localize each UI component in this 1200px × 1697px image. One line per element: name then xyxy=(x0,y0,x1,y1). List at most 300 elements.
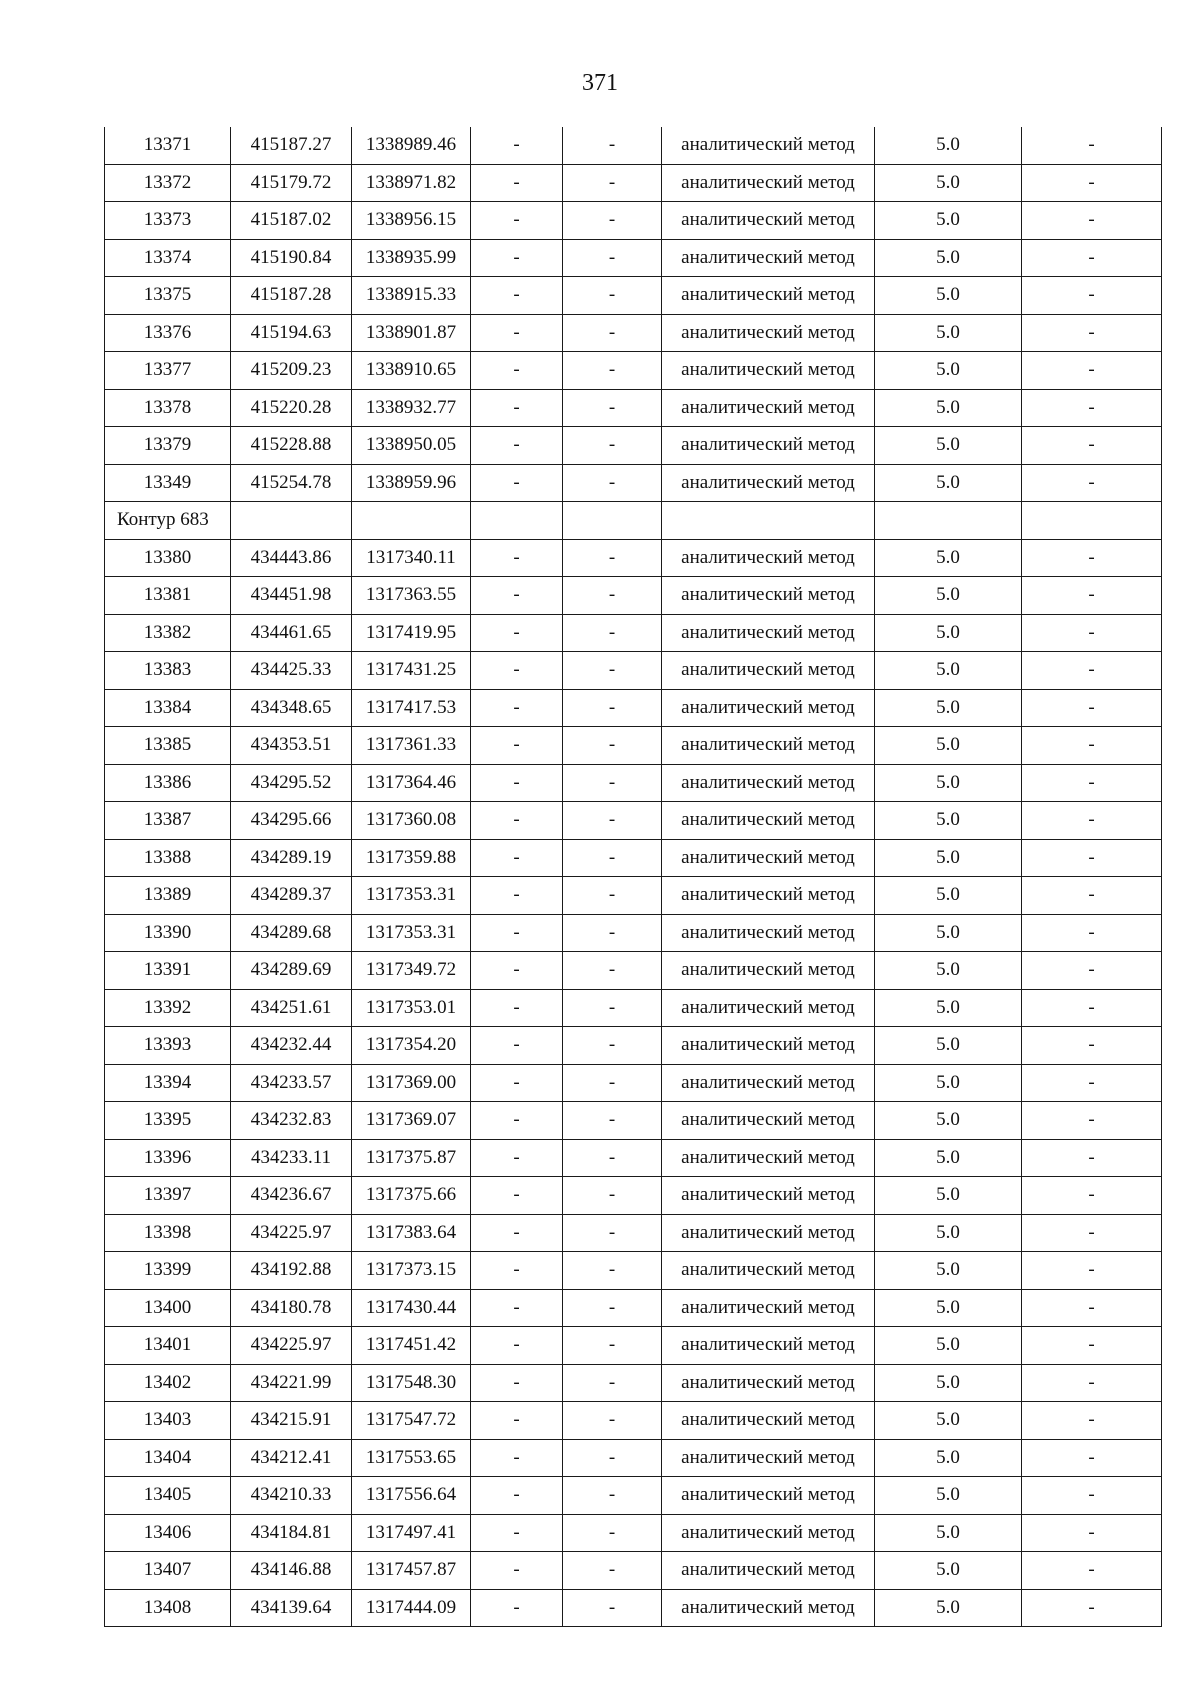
method-cell: аналитический метод xyxy=(662,952,875,990)
method-cell: аналитический метод xyxy=(662,577,875,615)
x-coordinate-cell: 415220.28 xyxy=(231,389,352,427)
method-cell: аналитический метод xyxy=(662,1514,875,1552)
empty-value-cell: - xyxy=(1022,1327,1162,1365)
contour-label-cell: Контур 683 xyxy=(105,502,231,540)
table-row xyxy=(105,1552,1162,1590)
accuracy-cell: 5.0 xyxy=(875,1514,1022,1552)
empty-value-cell: - xyxy=(563,389,662,427)
y-coordinate-cell: 1317383.64 xyxy=(352,1214,471,1252)
y-coordinate-cell: 1317431.25 xyxy=(352,652,471,690)
point-number-cell: 13406 xyxy=(105,1514,231,1552)
empty-value-cell: - xyxy=(1022,1477,1162,1515)
accuracy-cell: 5.0 xyxy=(875,989,1022,1027)
x-coordinate-cell: 434233.11 xyxy=(231,1139,352,1177)
empty-value-cell: - xyxy=(563,127,662,164)
empty-value-cell: - xyxy=(471,464,563,502)
empty-value-cell: - xyxy=(563,914,662,952)
empty-value-cell: - xyxy=(471,577,563,615)
empty-value-cell: - xyxy=(471,164,563,202)
y-coordinate-cell: 1338956.15 xyxy=(352,202,471,240)
method-cell: аналитический метод xyxy=(662,1027,875,1065)
method-cell: аналитический метод xyxy=(662,764,875,802)
empty-value-cell: - xyxy=(1022,1139,1162,1177)
empty-value-cell: - xyxy=(1022,727,1162,765)
empty-value-cell: - xyxy=(1022,1214,1162,1252)
empty-value-cell: - xyxy=(471,427,563,465)
table-row xyxy=(105,1589,1162,1627)
point-number-cell: 13385 xyxy=(105,727,231,765)
table-row xyxy=(105,277,1162,315)
table-row xyxy=(105,1364,1162,1402)
blank-cell xyxy=(662,502,875,540)
point-number-cell: 13399 xyxy=(105,1252,231,1290)
accuracy-cell: 5.0 xyxy=(875,877,1022,915)
point-number-cell: 13373 xyxy=(105,202,231,240)
empty-value-cell: - xyxy=(1022,877,1162,915)
x-coordinate-cell: 434180.78 xyxy=(231,1289,352,1327)
method-cell: аналитический метод xyxy=(662,614,875,652)
point-number-cell: 13377 xyxy=(105,352,231,390)
y-coordinate-cell: 1317556.64 xyxy=(352,1477,471,1515)
point-number-cell: 13393 xyxy=(105,1027,231,1065)
accuracy-cell: 5.0 xyxy=(875,1589,1022,1627)
empty-value-cell: - xyxy=(1022,1102,1162,1140)
accuracy-cell: 5.0 xyxy=(875,952,1022,990)
accuracy-cell: 5.0 xyxy=(875,1064,1022,1102)
table-row xyxy=(105,464,1162,502)
empty-value-cell: - xyxy=(1022,802,1162,840)
method-cell: аналитический метод xyxy=(662,1252,875,1290)
y-coordinate-cell: 1317430.44 xyxy=(352,1289,471,1327)
method-cell: аналитический метод xyxy=(662,989,875,1027)
empty-value-cell: - xyxy=(471,989,563,1027)
accuracy-cell: 5.0 xyxy=(875,614,1022,652)
accuracy-cell: 5.0 xyxy=(875,914,1022,952)
method-cell: аналитический метод xyxy=(662,1552,875,1590)
table-row xyxy=(105,802,1162,840)
table-row xyxy=(105,614,1162,652)
method-cell: аналитический метод xyxy=(662,1139,875,1177)
empty-value-cell: - xyxy=(471,914,563,952)
method-cell: аналитический метод xyxy=(662,164,875,202)
accuracy-cell: 5.0 xyxy=(875,652,1022,690)
empty-value-cell: - xyxy=(471,1364,563,1402)
point-number-cell: 13397 xyxy=(105,1177,231,1215)
y-coordinate-cell: 1338910.65 xyxy=(352,352,471,390)
empty-value-cell: - xyxy=(471,1252,563,1290)
y-coordinate-cell: 1317548.30 xyxy=(352,1364,471,1402)
empty-value-cell: - xyxy=(1022,1402,1162,1440)
accuracy-cell: 5.0 xyxy=(875,1214,1022,1252)
y-coordinate-cell: 1317417.53 xyxy=(352,689,471,727)
empty-value-cell: - xyxy=(1022,1364,1162,1402)
blank-cell xyxy=(1022,502,1162,540)
point-number-cell: 13400 xyxy=(105,1289,231,1327)
point-number-cell: 13374 xyxy=(105,239,231,277)
point-number-cell: 13395 xyxy=(105,1102,231,1140)
empty-value-cell: - xyxy=(471,277,563,315)
empty-value-cell: - xyxy=(563,202,662,240)
empty-value-cell: - xyxy=(563,1102,662,1140)
accuracy-cell: 5.0 xyxy=(875,277,1022,315)
table-row xyxy=(105,952,1162,990)
x-coordinate-cell: 434212.41 xyxy=(231,1439,352,1477)
y-coordinate-cell: 1317361.33 xyxy=(352,727,471,765)
y-coordinate-cell: 1317364.46 xyxy=(352,764,471,802)
x-coordinate-cell: 434451.98 xyxy=(231,577,352,615)
empty-value-cell: - xyxy=(563,314,662,352)
accuracy-cell: 5.0 xyxy=(875,127,1022,164)
accuracy-cell: 5.0 xyxy=(875,202,1022,240)
empty-value-cell: - xyxy=(563,1589,662,1627)
method-cell: аналитический метод xyxy=(662,802,875,840)
method-cell: аналитический метод xyxy=(662,914,875,952)
point-number-cell: 13392 xyxy=(105,989,231,1027)
empty-value-cell: - xyxy=(563,989,662,1027)
x-coordinate-cell: 434461.65 xyxy=(231,614,352,652)
empty-value-cell: - xyxy=(563,1289,662,1327)
y-coordinate-cell: 1317353.31 xyxy=(352,877,471,915)
table-row xyxy=(105,164,1162,202)
empty-value-cell: - xyxy=(563,577,662,615)
empty-value-cell: - xyxy=(471,1139,563,1177)
empty-value-cell: - xyxy=(563,1327,662,1365)
point-number-cell: 13386 xyxy=(105,764,231,802)
y-coordinate-cell: 1317340.11 xyxy=(352,539,471,577)
accuracy-cell: 5.0 xyxy=(875,839,1022,877)
y-coordinate-cell: 1317369.00 xyxy=(352,1064,471,1102)
empty-value-cell: - xyxy=(471,1477,563,1515)
method-cell: аналитический метод xyxy=(662,1064,875,1102)
table-row xyxy=(105,914,1162,952)
point-number-cell: 13349 xyxy=(105,464,231,502)
method-cell: аналитический метод xyxy=(662,877,875,915)
empty-value-cell: - xyxy=(563,539,662,577)
blank-cell xyxy=(563,502,662,540)
empty-value-cell: - xyxy=(1022,427,1162,465)
empty-value-cell: - xyxy=(563,1514,662,1552)
x-coordinate-cell: 434221.99 xyxy=(231,1364,352,1402)
empty-value-cell: - xyxy=(471,539,563,577)
point-number-cell: 13401 xyxy=(105,1327,231,1365)
empty-value-cell: - xyxy=(471,202,563,240)
method-cell: аналитический метод xyxy=(662,389,875,427)
point-number-cell: 13398 xyxy=(105,1214,231,1252)
point-number-cell: 13383 xyxy=(105,652,231,690)
accuracy-cell: 5.0 xyxy=(875,389,1022,427)
y-coordinate-cell: 1317375.66 xyxy=(352,1177,471,1215)
empty-value-cell: - xyxy=(471,1439,563,1477)
accuracy-cell: 5.0 xyxy=(875,1402,1022,1440)
accuracy-cell: 5.0 xyxy=(875,1552,1022,1590)
empty-value-cell: - xyxy=(563,1027,662,1065)
point-number-cell: 13402 xyxy=(105,1364,231,1402)
x-coordinate-cell: 415187.27 xyxy=(231,127,352,164)
table-row xyxy=(105,989,1162,1027)
coordinates-table xyxy=(104,127,1162,1627)
empty-value-cell: - xyxy=(563,1139,662,1177)
x-coordinate-cell: 434289.37 xyxy=(231,877,352,915)
table-row xyxy=(105,1064,1162,1102)
empty-value-cell: - xyxy=(1022,202,1162,240)
x-coordinate-cell: 434225.97 xyxy=(231,1327,352,1365)
y-coordinate-cell: 1317419.95 xyxy=(352,614,471,652)
y-coordinate-cell: 1317359.88 xyxy=(352,839,471,877)
empty-value-cell: - xyxy=(471,1102,563,1140)
accuracy-cell: 5.0 xyxy=(875,239,1022,277)
method-cell: аналитический метод xyxy=(662,127,875,164)
method-cell: аналитический метод xyxy=(662,1477,875,1515)
x-coordinate-cell: 434353.51 xyxy=(231,727,352,765)
empty-value-cell: - xyxy=(1022,914,1162,952)
empty-value-cell: - xyxy=(471,1514,563,1552)
empty-value-cell: - xyxy=(1022,164,1162,202)
empty-value-cell: - xyxy=(471,1064,563,1102)
empty-value-cell: - xyxy=(1022,1589,1162,1627)
x-coordinate-cell: 434289.19 xyxy=(231,839,352,877)
table-row xyxy=(105,764,1162,802)
empty-value-cell: - xyxy=(1022,614,1162,652)
empty-value-cell: - xyxy=(563,277,662,315)
accuracy-cell: 5.0 xyxy=(875,764,1022,802)
x-coordinate-cell: 434192.88 xyxy=(231,1252,352,1290)
accuracy-cell: 5.0 xyxy=(875,1102,1022,1140)
x-coordinate-cell: 415254.78 xyxy=(231,464,352,502)
empty-value-cell: - xyxy=(563,1402,662,1440)
x-coordinate-cell: 434295.52 xyxy=(231,764,352,802)
method-cell: аналитический метод xyxy=(662,689,875,727)
y-coordinate-cell: 1338932.77 xyxy=(352,389,471,427)
y-coordinate-cell: 1317353.01 xyxy=(352,989,471,1027)
point-number-cell: 13372 xyxy=(105,164,231,202)
point-number-cell: 13371 xyxy=(105,127,231,164)
y-coordinate-cell: 1338989.46 xyxy=(352,127,471,164)
empty-value-cell: - xyxy=(1022,1252,1162,1290)
y-coordinate-cell: 1338950.05 xyxy=(352,427,471,465)
empty-value-cell: - xyxy=(563,464,662,502)
empty-value-cell: - xyxy=(471,1552,563,1590)
empty-value-cell: - xyxy=(563,1177,662,1215)
x-coordinate-cell: 415194.63 xyxy=(231,314,352,352)
method-cell: аналитический метод xyxy=(662,314,875,352)
point-number-cell: 13382 xyxy=(105,614,231,652)
accuracy-cell: 5.0 xyxy=(875,727,1022,765)
empty-value-cell: - xyxy=(1022,314,1162,352)
x-coordinate-cell: 415228.88 xyxy=(231,427,352,465)
accuracy-cell: 5.0 xyxy=(875,1364,1022,1402)
method-cell: аналитический метод xyxy=(662,1102,875,1140)
empty-value-cell: - xyxy=(471,614,563,652)
empty-value-cell: - xyxy=(563,1064,662,1102)
method-cell: аналитический метод xyxy=(662,1327,875,1365)
y-coordinate-cell: 1317547.72 xyxy=(352,1402,471,1440)
empty-value-cell: - xyxy=(471,764,563,802)
method-cell: аналитический метод xyxy=(662,202,875,240)
y-coordinate-cell: 1317375.87 xyxy=(352,1139,471,1177)
empty-value-cell: - xyxy=(563,1439,662,1477)
table-row xyxy=(105,877,1162,915)
method-cell: аналитический метод xyxy=(662,652,875,690)
empty-value-cell: - xyxy=(471,652,563,690)
table-row xyxy=(105,1402,1162,1440)
x-coordinate-cell: 434425.33 xyxy=(231,652,352,690)
empty-value-cell: - xyxy=(563,352,662,390)
table-row xyxy=(105,1027,1162,1065)
method-cell: аналитический метод xyxy=(662,277,875,315)
empty-value-cell: - xyxy=(471,952,563,990)
empty-value-cell: - xyxy=(471,127,563,164)
x-coordinate-cell: 415187.28 xyxy=(231,277,352,315)
empty-value-cell: - xyxy=(1022,689,1162,727)
empty-value-cell: - xyxy=(563,727,662,765)
table-row xyxy=(105,1514,1162,1552)
y-coordinate-cell: 1317363.55 xyxy=(352,577,471,615)
point-number-cell: 13378 xyxy=(105,389,231,427)
empty-value-cell: - xyxy=(471,1214,563,1252)
empty-value-cell: - xyxy=(563,427,662,465)
x-coordinate-cell: 434348.65 xyxy=(231,689,352,727)
accuracy-cell: 5.0 xyxy=(875,1439,1022,1477)
method-cell: аналитический метод xyxy=(662,1439,875,1477)
empty-value-cell: - xyxy=(1022,1064,1162,1102)
point-number-cell: 13389 xyxy=(105,877,231,915)
empty-value-cell: - xyxy=(471,352,563,390)
table-row xyxy=(105,314,1162,352)
table-row xyxy=(105,1252,1162,1290)
empty-value-cell: - xyxy=(471,239,563,277)
point-number-cell: 13379 xyxy=(105,427,231,465)
empty-value-cell: - xyxy=(563,239,662,277)
x-coordinate-cell: 434232.83 xyxy=(231,1102,352,1140)
point-number-cell: 13408 xyxy=(105,1589,231,1627)
accuracy-cell: 5.0 xyxy=(875,1139,1022,1177)
x-coordinate-cell: 434225.97 xyxy=(231,1214,352,1252)
method-cell: аналитический метод xyxy=(662,1589,875,1627)
empty-value-cell: - xyxy=(471,727,563,765)
table-row xyxy=(105,727,1162,765)
point-number-cell: 13391 xyxy=(105,952,231,990)
method-cell: аналитический метод xyxy=(662,1289,875,1327)
y-coordinate-cell: 1317360.08 xyxy=(352,802,471,840)
y-coordinate-cell: 1317444.09 xyxy=(352,1589,471,1627)
empty-value-cell: - xyxy=(563,952,662,990)
method-cell: аналитический метод xyxy=(662,1402,875,1440)
empty-value-cell: - xyxy=(471,1289,563,1327)
x-coordinate-cell: 434215.91 xyxy=(231,1402,352,1440)
y-coordinate-cell: 1338959.96 xyxy=(352,464,471,502)
x-coordinate-cell: 415209.23 xyxy=(231,352,352,390)
x-coordinate-cell: 434233.57 xyxy=(231,1064,352,1102)
method-cell: аналитический метод xyxy=(662,464,875,502)
empty-value-cell: - xyxy=(563,839,662,877)
x-coordinate-cell: 434295.66 xyxy=(231,802,352,840)
empty-value-cell: - xyxy=(563,877,662,915)
empty-value-cell: - xyxy=(471,802,563,840)
empty-value-cell: - xyxy=(1022,389,1162,427)
accuracy-cell: 5.0 xyxy=(875,427,1022,465)
method-cell: аналитический метод xyxy=(662,1214,875,1252)
table-row xyxy=(105,577,1162,615)
method-cell: аналитический метод xyxy=(662,1364,875,1402)
blank-cell xyxy=(352,502,471,540)
empty-value-cell: - xyxy=(1022,277,1162,315)
empty-value-cell: - xyxy=(1022,764,1162,802)
empty-value-cell: - xyxy=(563,1364,662,1402)
empty-value-cell: - xyxy=(1022,989,1162,1027)
accuracy-cell: 5.0 xyxy=(875,802,1022,840)
accuracy-cell: 5.0 xyxy=(875,1289,1022,1327)
accuracy-cell: 5.0 xyxy=(875,1327,1022,1365)
y-coordinate-cell: 1338915.33 xyxy=(352,277,471,315)
table-row xyxy=(105,389,1162,427)
method-cell: аналитический метод xyxy=(662,1177,875,1215)
y-coordinate-cell: 1317497.41 xyxy=(352,1514,471,1552)
point-number-cell: 13381 xyxy=(105,577,231,615)
empty-value-cell: - xyxy=(471,1327,563,1365)
point-number-cell: 13384 xyxy=(105,689,231,727)
blank-cell xyxy=(471,502,563,540)
empty-value-cell: - xyxy=(563,1552,662,1590)
point-number-cell: 13388 xyxy=(105,839,231,877)
point-number-cell: 13394 xyxy=(105,1064,231,1102)
y-coordinate-cell: 1317353.31 xyxy=(352,914,471,952)
point-number-cell: 13375 xyxy=(105,277,231,315)
x-coordinate-cell: 434289.69 xyxy=(231,952,352,990)
table-row xyxy=(105,1177,1162,1215)
y-coordinate-cell: 1317354.20 xyxy=(352,1027,471,1065)
table-row xyxy=(105,689,1162,727)
table-row xyxy=(105,1214,1162,1252)
method-cell: аналитический метод xyxy=(662,539,875,577)
contour-header-row xyxy=(105,502,1162,540)
method-cell: аналитический метод xyxy=(662,352,875,390)
y-coordinate-cell: 1317369.07 xyxy=(352,1102,471,1140)
table-row xyxy=(105,539,1162,577)
empty-value-cell: - xyxy=(1022,464,1162,502)
empty-value-cell: - xyxy=(1022,952,1162,990)
x-coordinate-cell: 434289.68 xyxy=(231,914,352,952)
table-row xyxy=(105,202,1162,240)
empty-value-cell: - xyxy=(1022,652,1162,690)
x-coordinate-cell: 415179.72 xyxy=(231,164,352,202)
table-row xyxy=(105,1439,1162,1477)
empty-value-cell: - xyxy=(563,164,662,202)
method-cell: аналитический метод xyxy=(662,239,875,277)
coordinates-table-body xyxy=(105,127,1162,1627)
empty-value-cell: - xyxy=(1022,1439,1162,1477)
page-number: 371 xyxy=(582,70,618,96)
empty-value-cell: - xyxy=(563,652,662,690)
accuracy-cell: 5.0 xyxy=(875,1477,1022,1515)
table-row xyxy=(105,239,1162,277)
table-row xyxy=(105,352,1162,390)
empty-value-cell: - xyxy=(471,1027,563,1065)
method-cell: аналитический метод xyxy=(662,427,875,465)
accuracy-cell: 5.0 xyxy=(875,1252,1022,1290)
y-coordinate-cell: 1317451.42 xyxy=(352,1327,471,1365)
blank-cell xyxy=(231,502,352,540)
point-number-cell: 13403 xyxy=(105,1402,231,1440)
point-number-cell: 13404 xyxy=(105,1439,231,1477)
empty-value-cell: - xyxy=(471,1177,563,1215)
table-row xyxy=(105,1102,1162,1140)
empty-value-cell: - xyxy=(471,389,563,427)
empty-value-cell: - xyxy=(471,314,563,352)
empty-value-cell: - xyxy=(1022,1027,1162,1065)
accuracy-cell: 5.0 xyxy=(875,539,1022,577)
y-coordinate-cell: 1317457.87 xyxy=(352,1552,471,1590)
empty-value-cell: - xyxy=(563,1252,662,1290)
